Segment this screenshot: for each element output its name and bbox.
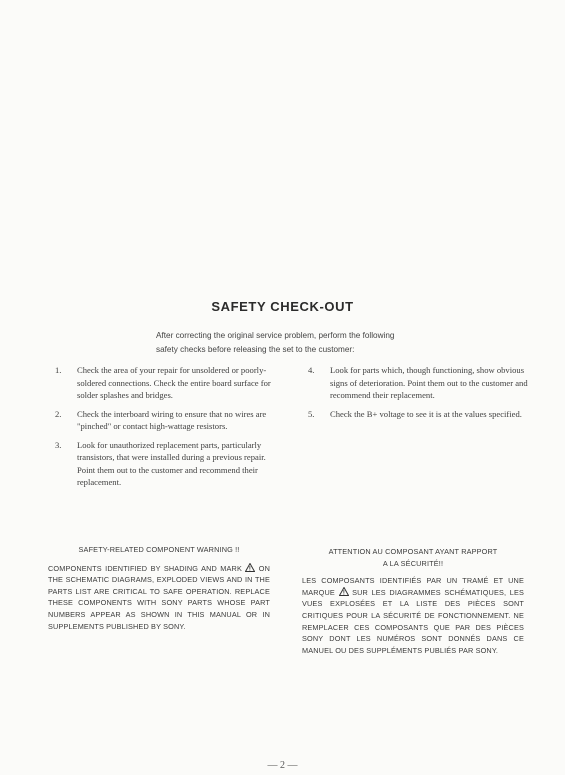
list-item <box>55 364 280 402</box>
list-item-number: 3. <box>55 439 62 450</box>
intro-text <box>150 329 456 357</box>
page-title: SAFETY CHECK-OUT <box>211 299 354 314</box>
warning-body-fr-post: SUR LES DIAGRAMMES SCHÉMATIQUES, LES VUES EXPLOSÉES ET LA LISTE DES PIÈCES SONT CRITIQUES POUR LA SÉCURITÉ DE FONCTIONNEMENT. NE REMPLACER CES COMPOSANTS QUE PAR DES PIÈCES SONY DONT LES NUMÉROS SONT DONNÉS DANS CE MANUEL OU DES SUPPLÉMENTS PUBLIÉS PAR SONY. <box>302 587 524 655</box>
warning-body-pre: COMPONENTS IDENTIFIED BY SHADING AND MARK <box>48 563 242 573</box>
intro-line-2: safety checks before releasing the set to the customer: <box>156 345 355 354</box>
warning-heading: SAFETY-RELATED COMPONENT WARNING !! <box>78 545 240 554</box>
warning-heading-fr <box>302 546 524 569</box>
list-item-text: Look for parts which, though functioning, show obvious signs of deterioration. Point them out to the customer and recommend their replacement. <box>330 365 528 400</box>
warning-heading-fr-line-1: ATTENTION AU COMPOSANT AYANT RAPPORT <box>328 547 498 556</box>
list-item-number: 4. <box>308 365 315 375</box>
warning-body <box>48 563 270 633</box>
list-item-number: 1. <box>55 365 62 375</box>
warning-heading-fr-line-2: A LA SÉCURITÉ!! <box>382 558 444 568</box>
warning-triangle-icon <box>245 563 255 572</box>
page-number: — 2 — <box>267 760 298 771</box>
warning-body-fr-pre: LES COMPOSANTS IDENTIFIÉS PAR UN TRAMÉ ET UNE MARQUE <box>302 576 524 597</box>
safety-warning-french <box>302 546 524 656</box>
list-item <box>55 439 280 489</box>
intro-line-1: After correcting the original service problem, perform the following <box>156 331 395 340</box>
warning-body-post: ON THE SCHEMATIC DIAGRAMS, EXPLODED VIEWS AND IN THE PARTS LIST ARE CRITICAL TO SAFE OPERATION. REPLACE THESE COMPONENTS WITH SONY PARTS WHOSE PART NUMBERS APPEAR AS SHOWN IN THIS MANUAL OR IN SUPPLEMENTS PUBLISHED BY SONY. <box>48 563 270 631</box>
list-item-text: Check the B+ voltage to see it is at the values specified. <box>330 408 522 419</box>
warning-body-fr <box>302 575 524 656</box>
list-item-text: Look for unauthorized replacement parts, particularly transistors, that were installed during a previous repair. Point them out to the customer and recommend their replacement. <box>77 439 266 487</box>
warning-triangle-icon <box>339 587 349 596</box>
checks-list-left <box>55 364 280 495</box>
list-item-number: 5. <box>308 408 315 419</box>
svg-text:!: ! <box>249 566 252 572</box>
svg-text:!: ! <box>342 590 345 596</box>
list-item-text: Check the interboard wiring to ensure that no wires are "pinched" or contact high-wattage resistors. <box>77 408 267 431</box>
list-item <box>308 408 533 421</box>
safety-warning-english <box>48 544 270 632</box>
list-item <box>55 408 280 433</box>
checks-list-right <box>308 364 533 426</box>
list-item <box>308 364 533 402</box>
list-item-text: Check the area of your repair for unsoldered or poorly-soldered connections. Check the entire board surface for solder splashes and bridges. <box>77 365 271 400</box>
list-item-number: 2. <box>55 408 62 419</box>
